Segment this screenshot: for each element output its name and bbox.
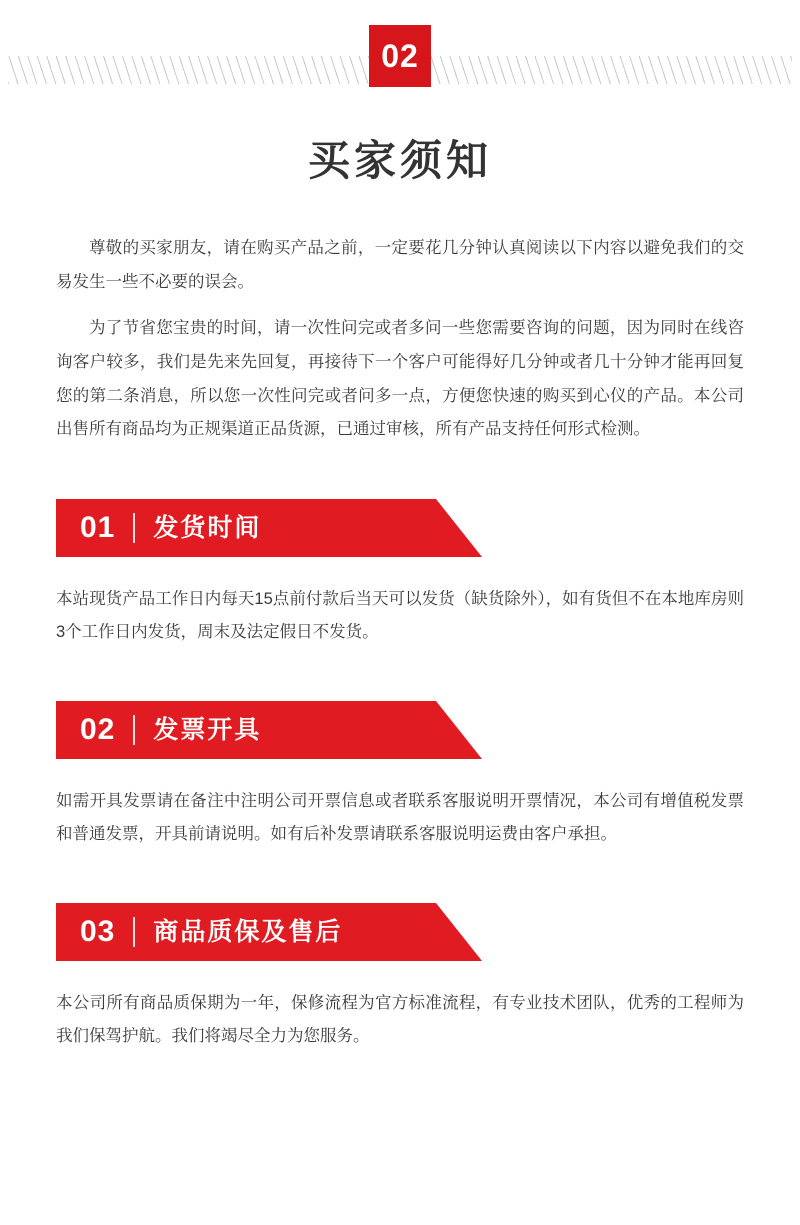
ribbon-label: 发货时间 <box>153 513 262 542</box>
ribbon-shadow-tail <box>424 557 485 566</box>
ribbon-heading-3 <box>56 903 436 961</box>
hatch-pattern-right <box>430 56 792 84</box>
notice-body-text: 本公司所有商品质保期为一年，保修流程为官方标准流程，有专业技术团队，优秀的工程师为我们保驾护航。我们将竭尽全力为您服务。 <box>56 994 744 1046</box>
notice-block-3 <box>0 903 800 1053</box>
ribbon-number: 03 <box>80 915 116 949</box>
section-header-band <box>0 0 800 112</box>
notice-body-2 <box>56 785 744 851</box>
notice-body-text: 如需开具发票请在备注中注明公司开票信息或者联系客服说明开票情况，本公司有增值税发票和普通发票，开具前请说明。如有后补发票请联系客服说明运费由客户承担。 <box>56 792 744 844</box>
ribbon-number: 01 <box>80 511 116 545</box>
notice-block-2 <box>0 701 800 851</box>
ribbon-label: 发票开具 <box>153 715 262 744</box>
notice-body-1 <box>56 583 744 649</box>
notice-body-text: 本站现货产品工作日内每天15点前付款后当天可以发货（缺货除外），如有货但不在本地库房则3个工作日内发货，周末及法定假日不发货。 <box>56 590 744 642</box>
page-title: 买家须知 <box>307 137 492 184</box>
ribbon-shadow-tail <box>424 759 485 768</box>
notice-body-3 <box>56 987 744 1053</box>
notice-block-1 <box>0 499 800 649</box>
ribbon-number: 02 <box>80 713 116 747</box>
ribbon-heading-1 <box>56 499 436 557</box>
ribbon-label: 商品质保及售后 <box>153 917 343 946</box>
intro-section <box>56 232 744 447</box>
intro-paragraph: 尊敬的买家朋友，请在购买产品之前，一定要花几分钟认真阅读以下内容以避免我们的交易发生一些不必要的误会。 <box>56 239 744 292</box>
intro-paragraph: 为了节省您宝贵的时间，请一次性问完或者多问一些您需要咨询的问题，因为同时在线咨询客户较多，我们是先来先回复，再接待下一个客户可能得好几分钟或者几十分钟才能再回复您的第二条消息，所以您一次性问完或者问多一点，方便您快速的购买到心仪的产品。本公司出售所有商品均为正规渠道正品货源，已通过审核，所有产品支持任何形式检测。 <box>56 319 744 439</box>
section-number-badge: 02 <box>369 25 431 87</box>
ribbon-heading-2 <box>56 701 436 759</box>
ribbon-shadow-tail <box>424 961 485 970</box>
bottom-spacer <box>0 1053 800 1093</box>
hatch-pattern-left <box>8 56 370 84</box>
